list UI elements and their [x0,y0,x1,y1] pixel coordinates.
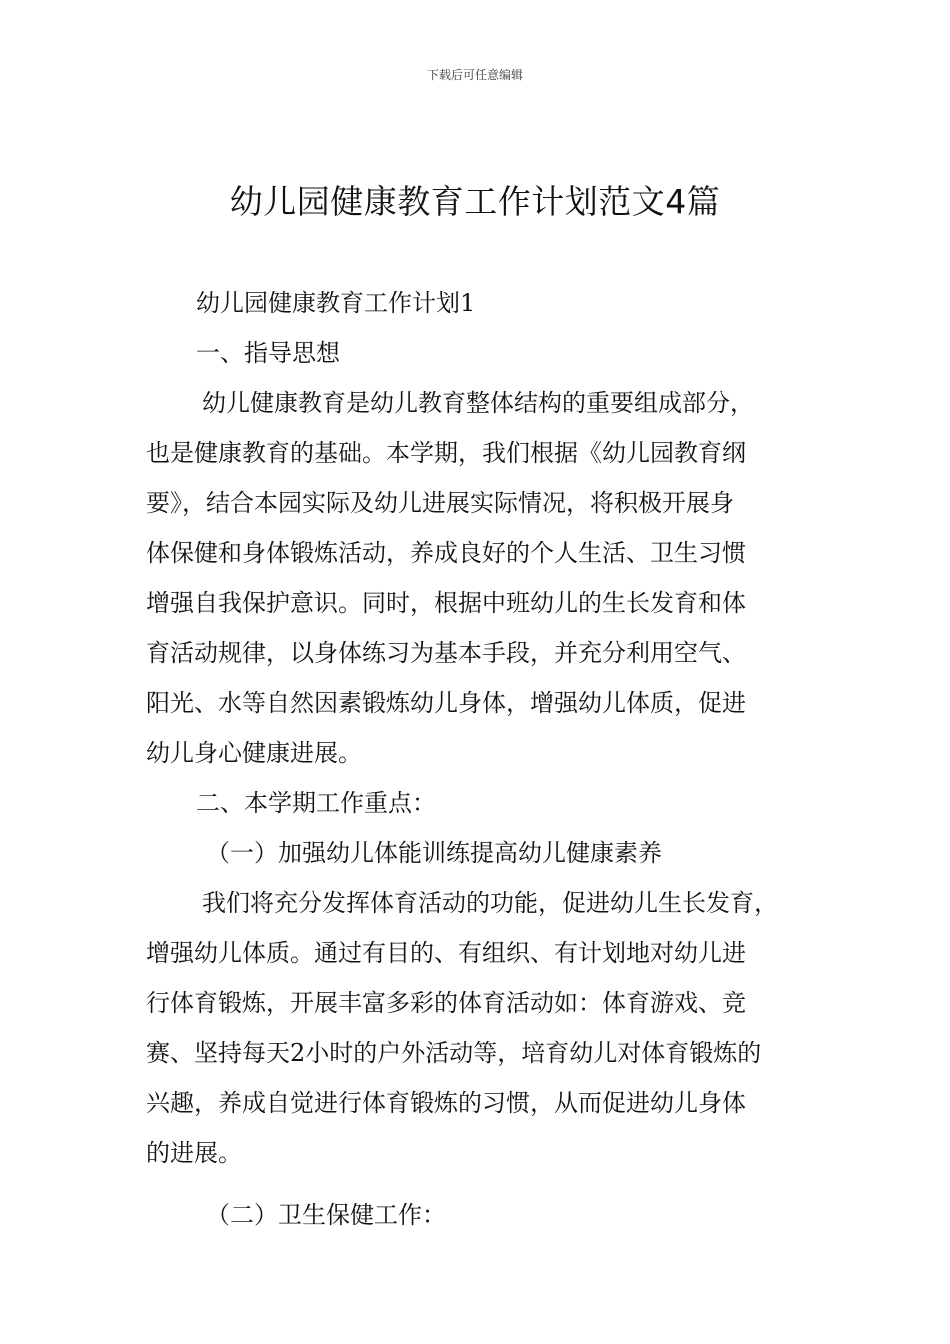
paragraph-line: 我们将充分发挥体育活动的功能，促进幼儿生长发育， [202,889,778,917]
heading-guiding-thought: 一、指导思想 [196,339,340,367]
heading-work-focus: 二、本学期工作重点： [196,789,436,817]
paragraph-line: 兴趣，养成自觉进行体育锻炼的习惯，从而促进幼儿身体 [146,1089,746,1117]
paragraph-line: 幼儿身心健康进展。 [146,739,362,767]
paragraph-line: 也是健康教育的基础。本学期，我们根据《幼儿园教育纲 [146,439,746,467]
document-body [146,278,828,1240]
paragraph-line: 育活动规律，以身体练习为基本手段，并充分利用空气、 [146,639,746,667]
paragraph-line: 赛、坚持每天2小时的户外活动等，培育幼儿对体育锻炼的 [146,1039,762,1067]
subheading-physical-training: （一）加强幼儿体能训练提高幼儿健康素养 [206,839,662,867]
paragraph-line: 增强幼儿体质。通过有目的、有组织、有计划地对幼儿进 [146,939,746,967]
page-header-note: 下载后可任意编辑 [426,68,523,82]
subheading-hygiene-care: （二）卫生保健工作： [206,1201,446,1229]
paragraph-line: 阳光、水等自然因素锻炼幼儿身体，增强幼儿体质，促进 [146,689,746,717]
paragraph-line: 的进展。 [146,1139,242,1167]
paragraph-line: 要》，结合本园实际及幼儿进展实际情况，将积极开展身 [146,489,734,517]
document-title: 幼儿园健康教育工作计划范文4篇 [229,182,721,221]
paragraph-line: 幼儿健康教育是幼儿教育整体结构的重要组成部分， [202,389,754,417]
paragraph-line: 增强自我保护意识。同时，根据中班幼儿的生长发育和体 [146,589,746,617]
section-subtitle: 幼儿园健康教育工作计划1 [196,289,476,317]
paragraph-line: 体保健和身体锻炼活动，养成良好的个人生活、卫生习惯 [146,539,746,567]
paragraph-line: 行体育锻炼，开展丰富多彩的体育活动如：体育游戏、竞 [146,989,746,1017]
